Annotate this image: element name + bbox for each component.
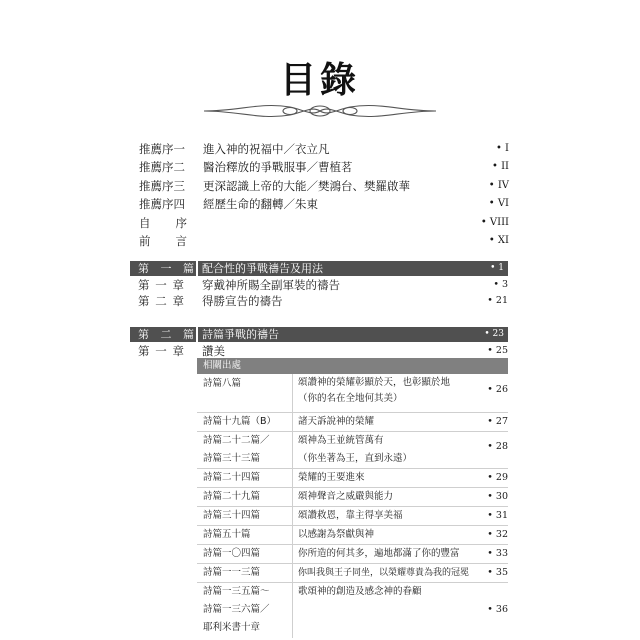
preface-label: 推薦序三 bbox=[139, 178, 185, 193]
table-row[interactable] bbox=[197, 374, 508, 413]
part-heading[interactable] bbox=[130, 327, 508, 342]
page-number: • VI bbox=[488, 198, 509, 210]
table-header: 相關出處 bbox=[197, 358, 508, 374]
psalm-description: 榮耀的王要進來 bbox=[298, 472, 365, 483]
table-row[interactable] bbox=[197, 413, 508, 432]
table-row[interactable] bbox=[197, 545, 508, 564]
psalm-description: 頌讚神的榮耀彰顯於天，也彰顯於地 （你的名在全地何其美） bbox=[298, 377, 451, 404]
page-number: • 32 bbox=[487, 529, 508, 540]
reference-table bbox=[197, 358, 508, 637]
part-heading[interactable] bbox=[130, 261, 508, 276]
page-number: • 27 bbox=[487, 416, 508, 427]
preface-list bbox=[139, 140, 509, 250]
part-label: 第 一 篇 bbox=[138, 262, 194, 275]
page-number: • XI bbox=[488, 234, 509, 246]
psalm-description: 你所造的何其多，遍地都滿了你的豐富 bbox=[298, 548, 460, 559]
page-number: • 1 bbox=[490, 263, 504, 273]
page-number: • 26 bbox=[487, 384, 508, 395]
page-number: • 31 bbox=[487, 510, 508, 521]
chapter-title: 得勝宣告的禱告 bbox=[202, 294, 283, 308]
psalm-source: 詩篇八篇 bbox=[203, 378, 242, 389]
psalm-description: 頌神為王並統管萬有 （你坐著為王，直到永遠） bbox=[298, 435, 413, 464]
page-number: • 35 bbox=[487, 567, 508, 578]
preface-label: 推薦序一 bbox=[139, 142, 185, 156]
preface-label: 推薦序四 bbox=[139, 197, 185, 212]
preface-row[interactable] bbox=[139, 214, 509, 232]
chapter-label: 第 二 章 bbox=[138, 294, 184, 308]
part-title: 配合性的爭戰禱告及用法 bbox=[202, 262, 323, 275]
page-number: • 28 bbox=[487, 441, 508, 452]
psalm-description: 你叫我與王子同坐，以榮耀尊貴為我的冠冕 bbox=[298, 568, 470, 578]
preface-text: 更深認識上帝的大能／樊鴻台、樊羅啟華 bbox=[203, 178, 410, 193]
psalm-source: 詩篇一〇四篇 bbox=[203, 548, 261, 559]
table-row[interactable] bbox=[197, 469, 508, 488]
table-row[interactable] bbox=[197, 583, 508, 637]
chapter-row[interactable] bbox=[138, 293, 508, 309]
psalm-source: 詩篇一三五篇～ 詩篇一三六篇／ 耶利米書十章 bbox=[203, 586, 270, 633]
page-number: • I bbox=[495, 143, 509, 154]
preface-label: 推薦序二 bbox=[139, 160, 185, 175]
page-number: • 25 bbox=[487, 345, 508, 356]
ornament-divider-icon bbox=[200, 98, 440, 124]
part-label: 第 二 篇 bbox=[138, 328, 194, 341]
psalm-description: 頌神聲音之威嚴與能力 bbox=[298, 491, 394, 502]
page-number: • 33 bbox=[487, 548, 508, 559]
preface-row[interactable] bbox=[139, 177, 509, 195]
chapter-row[interactable] bbox=[138, 277, 508, 293]
divider bbox=[196, 261, 198, 276]
preface-row[interactable] bbox=[139, 195, 509, 213]
page-number: • 36 bbox=[487, 604, 508, 615]
psalm-description: 頌讚救恩，靠主得享美福 bbox=[298, 510, 403, 521]
page-number: • 29 bbox=[487, 472, 508, 483]
chapter-title: 穿戴神所賜全副軍裝的禱告 bbox=[202, 278, 340, 292]
chapter-row[interactable] bbox=[138, 343, 508, 359]
page-number: • VIII bbox=[480, 216, 509, 228]
preface-label: 自 序 bbox=[139, 215, 187, 230]
preface-label: 前 言 bbox=[139, 233, 187, 248]
preface-row[interactable] bbox=[139, 158, 509, 176]
psalm-source: 詩篇五十篇 bbox=[203, 529, 251, 540]
preface-row[interactable] bbox=[139, 140, 509, 158]
chapter-label: 第 一 章 bbox=[138, 344, 184, 358]
table-row[interactable] bbox=[197, 432, 508, 469]
psalm-description: 以感謝為祭獻與神 bbox=[298, 529, 375, 540]
divider bbox=[196, 327, 198, 342]
part-title: 詩篇爭戰的禱告 bbox=[202, 328, 279, 341]
page-number: • II bbox=[492, 161, 509, 173]
preface-text: 經歷生命的翻轉／朱東 bbox=[203, 197, 318, 212]
page-number: • 3 bbox=[493, 279, 508, 290]
column-divider bbox=[292, 374, 293, 638]
page-number: • IV bbox=[488, 179, 509, 191]
preface-text: 醫治釋放的爭戰服事／曹植茗 bbox=[203, 160, 353, 175]
psalm-source: 詩篇二十九篇 bbox=[203, 491, 261, 502]
psalm-source: 詩篇二十四篇 bbox=[203, 472, 261, 483]
psalm-description: 歌頌神的創造及感念神的眷顧 bbox=[298, 586, 422, 597]
psalm-source: 詩篇一一三篇 bbox=[203, 567, 261, 578]
psalm-description: 諸天訴說神的榮耀 bbox=[298, 416, 375, 427]
table-row[interactable] bbox=[197, 507, 508, 526]
table-row[interactable] bbox=[197, 564, 508, 583]
psalm-source: 詩篇三十四篇 bbox=[203, 510, 261, 521]
preface-row[interactable] bbox=[139, 232, 509, 250]
page-title: 目錄 bbox=[279, 59, 360, 101]
chapter-label: 第 一 章 bbox=[138, 278, 184, 292]
page-number: • 30 bbox=[487, 491, 508, 502]
table-row[interactable] bbox=[197, 526, 508, 545]
psalm-source: 詩篇二十二篇／ 詩篇三十三篇 bbox=[203, 435, 270, 464]
table-row[interactable] bbox=[197, 488, 508, 507]
psalm-source: 詩篇十九篇（B） bbox=[203, 416, 277, 427]
page-number: • 21 bbox=[487, 295, 508, 306]
page-number: • 23 bbox=[484, 329, 504, 339]
chapter-title: 讚美 bbox=[202, 344, 225, 358]
preface-text: 進入神的祝福中／衣立凡 bbox=[203, 142, 330, 156]
